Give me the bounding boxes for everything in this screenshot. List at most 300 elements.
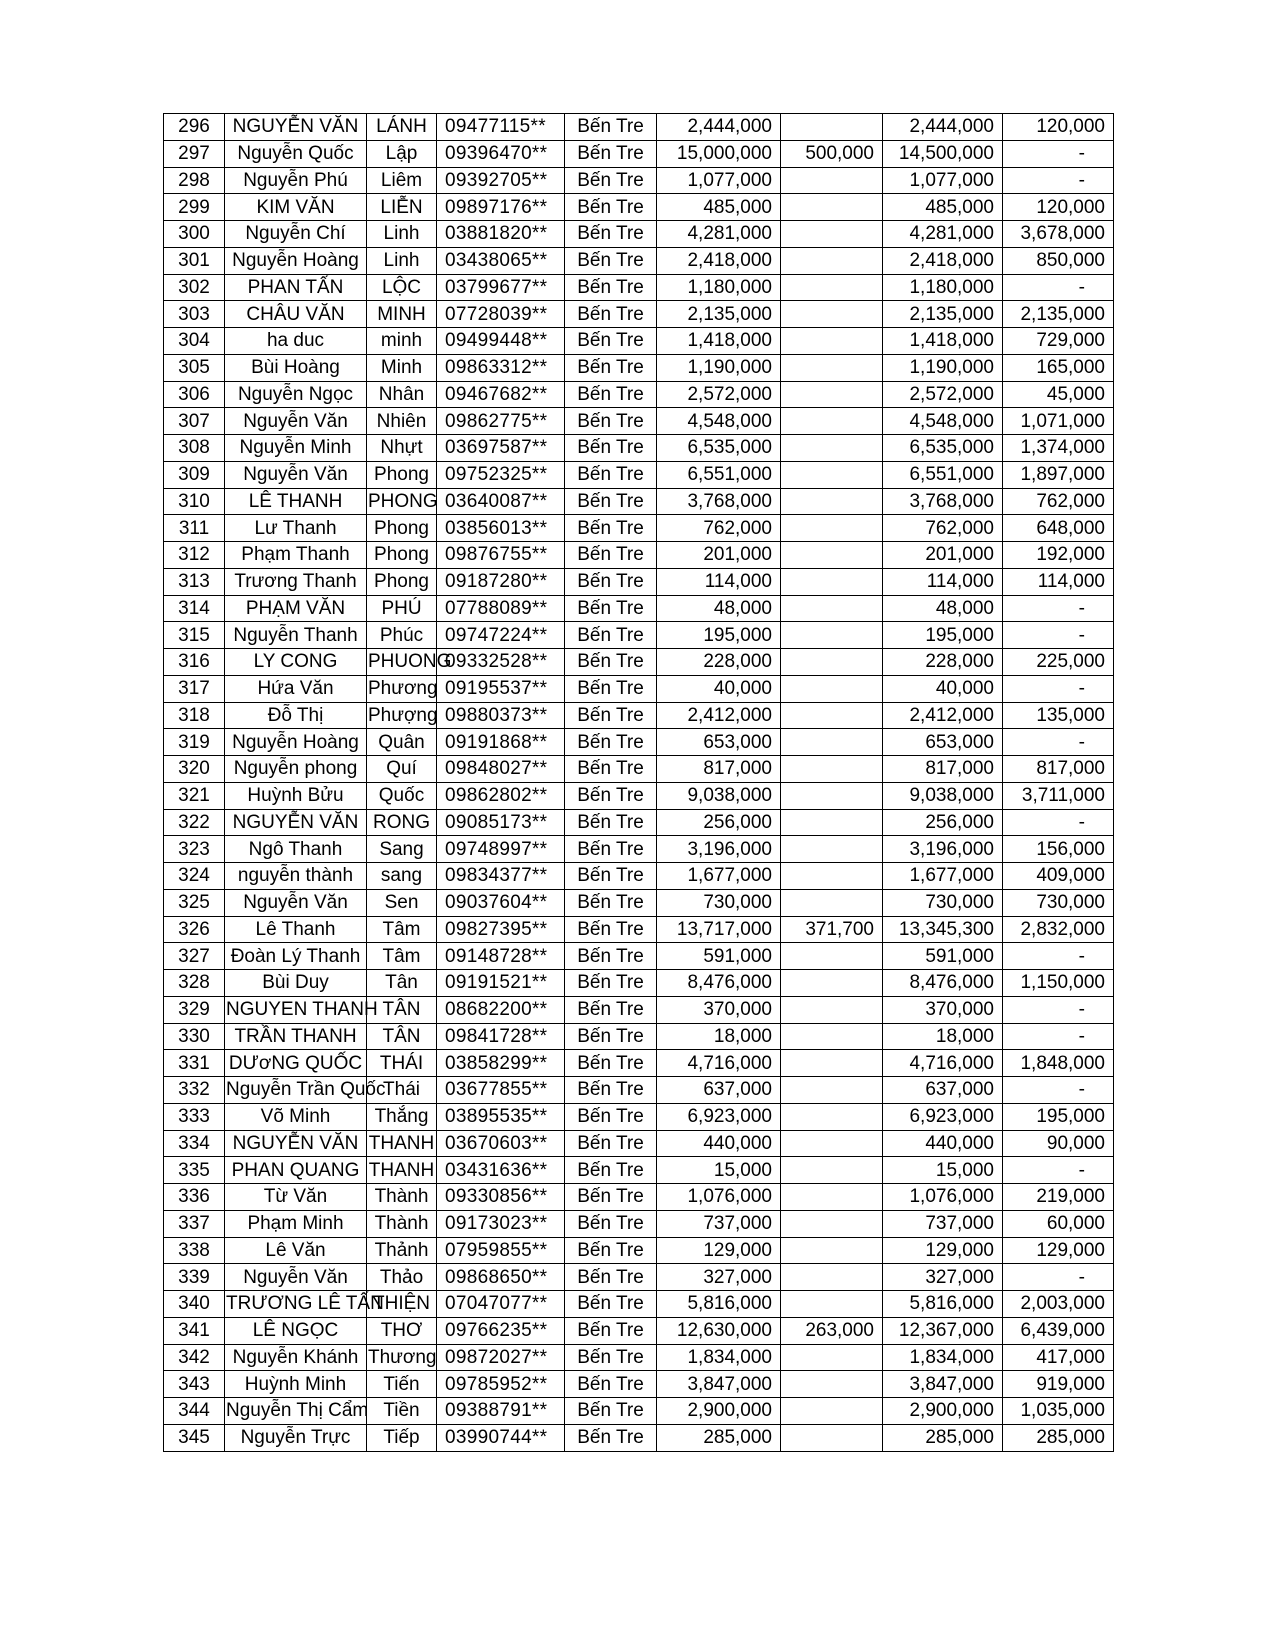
net-amount-cell: 485,000: [883, 194, 1003, 221]
other-amount-cell: 120,000: [1003, 114, 1114, 141]
deduction-cell: [781, 1103, 883, 1130]
total-amount-cell: 1,076,000: [657, 1184, 781, 1211]
net-amount-cell: 2,572,000: [883, 381, 1003, 408]
other-amount-cell: 45,000: [1003, 381, 1114, 408]
total-amount-cell: 201,000: [657, 542, 781, 569]
document-page: [163, 113, 1113, 1452]
deduction-cell: 371,700: [781, 916, 883, 943]
province-cell: Bến Tre: [565, 756, 657, 783]
deduction-cell: [781, 970, 883, 997]
province-cell: Bến Tre: [565, 809, 657, 836]
province-cell: Bến Tre: [565, 354, 657, 381]
net-amount-cell: 637,000: [883, 1077, 1003, 1104]
net-amount-cell: 2,418,000: [883, 247, 1003, 274]
deduction-cell: [781, 1023, 883, 1050]
other-amount-cell: -: [1003, 996, 1114, 1023]
total-amount-cell: 653,000: [657, 729, 781, 756]
given-name-cell: Phương: [367, 675, 437, 702]
row-number-cell: 331: [164, 1050, 225, 1077]
total-amount-cell: 1,190,000: [657, 354, 781, 381]
phone-cell: 03670603**: [437, 1130, 565, 1157]
total-amount-cell: 637,000: [657, 1077, 781, 1104]
table-row: [164, 836, 1114, 863]
surname-cell: PHAN QUANG: [225, 1157, 367, 1184]
province-cell: Bến Tre: [565, 1103, 657, 1130]
table-row: [164, 247, 1114, 274]
surname-cell: Phạm Thanh: [225, 542, 367, 569]
net-amount-cell: 9,038,000: [883, 782, 1003, 809]
net-amount-cell: 4,548,000: [883, 408, 1003, 435]
table-row: [164, 943, 1114, 970]
other-amount-cell: -: [1003, 675, 1114, 702]
row-number-cell: 310: [164, 488, 225, 515]
total-amount-cell: 40,000: [657, 675, 781, 702]
deduction-cell: [781, 1291, 883, 1318]
given-name-cell: TÂN: [367, 1023, 437, 1050]
other-amount-cell: 1,035,000: [1003, 1398, 1114, 1425]
province-cell: Bến Tre: [565, 916, 657, 943]
table-row: [164, 1264, 1114, 1291]
other-amount-cell: -: [1003, 943, 1114, 970]
surname-cell: Nguyễn Phú: [225, 167, 367, 194]
surname-cell: Nguyễn Hoàng: [225, 729, 367, 756]
province-cell: Bến Tre: [565, 996, 657, 1023]
table-row: [164, 702, 1114, 729]
other-amount-cell: 120,000: [1003, 194, 1114, 221]
surname-cell: NGUYỄN VĂN: [225, 809, 367, 836]
row-number-cell: 302: [164, 274, 225, 301]
table-row: [164, 970, 1114, 997]
row-number-cell: 340: [164, 1291, 225, 1318]
total-amount-cell: 129,000: [657, 1237, 781, 1264]
row-number-cell: 301: [164, 247, 225, 274]
surname-cell: DƯơNG QUỐC: [225, 1050, 367, 1077]
phone-cell: 03431636**: [437, 1157, 565, 1184]
net-amount-cell: 18,000: [883, 1023, 1003, 1050]
given-name-cell: Thảnh: [367, 1237, 437, 1264]
net-amount-cell: 1,077,000: [883, 167, 1003, 194]
deduction-cell: [781, 1398, 883, 1425]
province-cell: Bến Tre: [565, 1371, 657, 1398]
surname-cell: NGUYỄN VĂN: [225, 114, 367, 141]
net-amount-cell: 1,180,000: [883, 274, 1003, 301]
total-amount-cell: 8,476,000: [657, 970, 781, 997]
given-name-cell: sang: [367, 863, 437, 890]
data-table: [163, 113, 1114, 1452]
total-amount-cell: 4,716,000: [657, 1050, 781, 1077]
surname-cell: Đỗ Thị: [225, 702, 367, 729]
given-name-cell: Phong: [367, 515, 437, 542]
other-amount-cell: 225,000: [1003, 649, 1114, 676]
given-name-cell: Phong: [367, 542, 437, 569]
total-amount-cell: 3,196,000: [657, 836, 781, 863]
total-amount-cell: 1,677,000: [657, 863, 781, 890]
total-amount-cell: 4,548,000: [657, 408, 781, 435]
province-cell: Bến Tre: [565, 1317, 657, 1344]
net-amount-cell: 591,000: [883, 943, 1003, 970]
given-name-cell: LỘC: [367, 274, 437, 301]
surname-cell: Bùi Hoàng: [225, 354, 367, 381]
deduction-cell: [781, 1157, 883, 1184]
surname-cell: Võ Minh: [225, 1103, 367, 1130]
row-number-cell: 317: [164, 675, 225, 702]
net-amount-cell: 1,190,000: [883, 354, 1003, 381]
other-amount-cell: 3,711,000: [1003, 782, 1114, 809]
province-cell: Bến Tre: [565, 542, 657, 569]
table-row: [164, 274, 1114, 301]
deduction-cell: [781, 1424, 883, 1451]
other-amount-cell: 114,000: [1003, 568, 1114, 595]
other-amount-cell: 648,000: [1003, 515, 1114, 542]
province-cell: Bến Tre: [565, 140, 657, 167]
table-row: [164, 461, 1114, 488]
given-name-cell: Tiền: [367, 1398, 437, 1425]
total-amount-cell: 6,551,000: [657, 461, 781, 488]
phone-cell: 09148728**: [437, 943, 565, 970]
row-number-cell: 333: [164, 1103, 225, 1130]
surname-cell: NGUYEN THANH: [225, 996, 367, 1023]
total-amount-cell: 5,816,000: [657, 1291, 781, 1318]
phone-cell: 09037604**: [437, 889, 565, 916]
phone-cell: 09396470**: [437, 140, 565, 167]
given-name-cell: Tâm: [367, 943, 437, 970]
deduction-cell: [781, 622, 883, 649]
province-cell: Bến Tre: [565, 1424, 657, 1451]
other-amount-cell: 850,000: [1003, 247, 1114, 274]
row-number-cell: 315: [164, 622, 225, 649]
table-row: [164, 515, 1114, 542]
other-amount-cell: 2,003,000: [1003, 1291, 1114, 1318]
surname-cell: Nguyễn phong: [225, 756, 367, 783]
deduction-cell: [781, 328, 883, 355]
phone-cell: 07728039**: [437, 301, 565, 328]
given-name-cell: THÁI: [367, 1050, 437, 1077]
row-number-cell: 298: [164, 167, 225, 194]
given-name-cell: Nhiên: [367, 408, 437, 435]
phone-cell: 09330856**: [437, 1184, 565, 1211]
row-number-cell: 322: [164, 809, 225, 836]
net-amount-cell: 285,000: [883, 1424, 1003, 1451]
surname-cell: Từ Văn: [225, 1184, 367, 1211]
given-name-cell: Thương: [367, 1344, 437, 1371]
other-amount-cell: -: [1003, 809, 1114, 836]
province-cell: Bến Tre: [565, 970, 657, 997]
phone-cell: 09752325**: [437, 461, 565, 488]
other-amount-cell: -: [1003, 622, 1114, 649]
other-amount-cell: 156,000: [1003, 836, 1114, 863]
deduction-cell: [781, 1184, 883, 1211]
deduction-cell: [781, 542, 883, 569]
given-name-cell: Thái: [367, 1077, 437, 1104]
deduction-cell: [781, 809, 883, 836]
table-row: [164, 1157, 1114, 1184]
province-cell: Bến Tre: [565, 461, 657, 488]
total-amount-cell: 3,847,000: [657, 1371, 781, 1398]
row-number-cell: 341: [164, 1317, 225, 1344]
total-amount-cell: 195,000: [657, 622, 781, 649]
row-number-cell: 311: [164, 515, 225, 542]
surname-cell: Phạm Minh: [225, 1210, 367, 1237]
surname-cell: Nguyễn Minh: [225, 435, 367, 462]
deduction-cell: [781, 114, 883, 141]
other-amount-cell: 417,000: [1003, 1344, 1114, 1371]
phone-cell: 07047077**: [437, 1291, 565, 1318]
deduction-cell: [781, 167, 883, 194]
phone-cell: 09187280**: [437, 568, 565, 595]
phone-cell: 03881820**: [437, 221, 565, 248]
net-amount-cell: 4,716,000: [883, 1050, 1003, 1077]
other-amount-cell: 1,848,000: [1003, 1050, 1114, 1077]
province-cell: Bến Tre: [565, 1050, 657, 1077]
deduction-cell: [781, 675, 883, 702]
table-row: [164, 1023, 1114, 1050]
province-cell: Bến Tre: [565, 1398, 657, 1425]
deduction-cell: [781, 1264, 883, 1291]
given-name-cell: Quốc: [367, 782, 437, 809]
surname-cell: Huỳnh Bửu: [225, 782, 367, 809]
net-amount-cell: 1,677,000: [883, 863, 1003, 890]
net-amount-cell: 14,500,000: [883, 140, 1003, 167]
table-row: [164, 1237, 1114, 1264]
province-cell: Bến Tre: [565, 1264, 657, 1291]
given-name-cell: Linh: [367, 247, 437, 274]
province-cell: Bến Tre: [565, 167, 657, 194]
total-amount-cell: 1,834,000: [657, 1344, 781, 1371]
deduction-cell: [781, 1344, 883, 1371]
net-amount-cell: 8,476,000: [883, 970, 1003, 997]
deduction-cell: [781, 1237, 883, 1264]
given-name-cell: Liêm: [367, 167, 437, 194]
province-cell: Bến Tre: [565, 328, 657, 355]
table-row: [164, 140, 1114, 167]
other-amount-cell: 3,678,000: [1003, 221, 1114, 248]
phone-cell: 09872027**: [437, 1344, 565, 1371]
net-amount-cell: 3,768,000: [883, 488, 1003, 515]
total-amount-cell: 1,180,000: [657, 274, 781, 301]
surname-cell: Bùi Duy: [225, 970, 367, 997]
table-row: [164, 782, 1114, 809]
table-row: [164, 1184, 1114, 1211]
phone-cell: 09748997**: [437, 836, 565, 863]
table-row: [164, 889, 1114, 916]
province-cell: Bến Tre: [565, 889, 657, 916]
deduction-cell: [781, 863, 883, 890]
net-amount-cell: 737,000: [883, 1210, 1003, 1237]
surname-cell: Nguyễn Khánh: [225, 1344, 367, 1371]
total-amount-cell: 2,572,000: [657, 381, 781, 408]
total-amount-cell: 1,077,000: [657, 167, 781, 194]
phone-cell: 09862802**: [437, 782, 565, 809]
phone-cell: 08682200**: [437, 996, 565, 1023]
given-name-cell: Linh: [367, 221, 437, 248]
other-amount-cell: 135,000: [1003, 702, 1114, 729]
net-amount-cell: 6,923,000: [883, 1103, 1003, 1130]
total-amount-cell: 1,418,000: [657, 328, 781, 355]
deduction-cell: [781, 194, 883, 221]
net-amount-cell: 5,816,000: [883, 1291, 1003, 1318]
other-amount-cell: 90,000: [1003, 1130, 1114, 1157]
other-amount-cell: 919,000: [1003, 1371, 1114, 1398]
province-cell: Bến Tre: [565, 247, 657, 274]
row-number-cell: 344: [164, 1398, 225, 1425]
table-row: [164, 1050, 1114, 1077]
other-amount-cell: 730,000: [1003, 889, 1114, 916]
phone-cell: 09897176**: [437, 194, 565, 221]
province-cell: Bến Tre: [565, 595, 657, 622]
total-amount-cell: 13,717,000: [657, 916, 781, 943]
other-amount-cell: 409,000: [1003, 863, 1114, 890]
deduction-cell: [781, 221, 883, 248]
given-name-cell: Quân: [367, 729, 437, 756]
other-amount-cell: 195,000: [1003, 1103, 1114, 1130]
surname-cell: KIM VĂN: [225, 194, 367, 221]
phone-cell: 09868650**: [437, 1264, 565, 1291]
table-row: [164, 1077, 1114, 1104]
given-name-cell: Thảo: [367, 1264, 437, 1291]
surname-cell: ha duc: [225, 328, 367, 355]
surname-cell: LY CONG: [225, 649, 367, 676]
net-amount-cell: 195,000: [883, 622, 1003, 649]
given-name-cell: Sen: [367, 889, 437, 916]
given-name-cell: minh: [367, 328, 437, 355]
surname-cell: Nguyễn Ngọc: [225, 381, 367, 408]
row-number-cell: 335: [164, 1157, 225, 1184]
deduction-cell: [781, 756, 883, 783]
table-row: [164, 435, 1114, 462]
row-number-cell: 330: [164, 1023, 225, 1050]
given-name-cell: Thắng: [367, 1103, 437, 1130]
phone-cell: 09499448**: [437, 328, 565, 355]
table-row: [164, 1424, 1114, 1451]
province-cell: Bến Tre: [565, 1130, 657, 1157]
net-amount-cell: 1,834,000: [883, 1344, 1003, 1371]
net-amount-cell: 730,000: [883, 889, 1003, 916]
deduction-cell: [781, 435, 883, 462]
given-name-cell: PHONG: [367, 488, 437, 515]
row-number-cell: 306: [164, 381, 225, 408]
net-amount-cell: 15,000: [883, 1157, 1003, 1184]
total-amount-cell: 6,923,000: [657, 1103, 781, 1130]
total-amount-cell: 3,768,000: [657, 488, 781, 515]
total-amount-cell: 18,000: [657, 1023, 781, 1050]
deduction-cell: [781, 568, 883, 595]
row-number-cell: 343: [164, 1371, 225, 1398]
province-cell: Bến Tre: [565, 702, 657, 729]
net-amount-cell: 4,281,000: [883, 221, 1003, 248]
table-row: [164, 1371, 1114, 1398]
surname-cell: Nguyễn Quốc: [225, 140, 367, 167]
phone-cell: 03895535**: [437, 1103, 565, 1130]
other-amount-cell: -: [1003, 1264, 1114, 1291]
net-amount-cell: 1,418,000: [883, 328, 1003, 355]
table-row: [164, 1210, 1114, 1237]
other-amount-cell: -: [1003, 274, 1114, 301]
net-amount-cell: 653,000: [883, 729, 1003, 756]
total-amount-cell: 2,900,000: [657, 1398, 781, 1425]
deduction-cell: [781, 461, 883, 488]
given-name-cell: LÁNH: [367, 114, 437, 141]
province-cell: Bến Tre: [565, 435, 657, 462]
province-cell: Bến Tre: [565, 1210, 657, 1237]
net-amount-cell: 762,000: [883, 515, 1003, 542]
deduction-cell: [781, 274, 883, 301]
row-number-cell: 328: [164, 970, 225, 997]
table-row: [164, 1344, 1114, 1371]
total-amount-cell: 285,000: [657, 1424, 781, 1451]
table-row: [164, 381, 1114, 408]
other-amount-cell: 60,000: [1003, 1210, 1114, 1237]
province-cell: Bến Tre: [565, 568, 657, 595]
surname-cell: LÊ NGỌC: [225, 1317, 367, 1344]
table-row: [164, 729, 1114, 756]
given-name-cell: THƠ: [367, 1317, 437, 1344]
total-amount-cell: 591,000: [657, 943, 781, 970]
table-row: [164, 1398, 1114, 1425]
phone-cell: 09467682**: [437, 381, 565, 408]
province-cell: Bến Tre: [565, 1023, 657, 1050]
deduction-cell: [781, 889, 883, 916]
deduction-cell: [781, 354, 883, 381]
given-name-cell: THIỆN: [367, 1291, 437, 1318]
given-name-cell: Lập: [367, 140, 437, 167]
row-number-cell: 324: [164, 863, 225, 890]
deduction-cell: [781, 836, 883, 863]
row-number-cell: 318: [164, 702, 225, 729]
table-row: [164, 194, 1114, 221]
total-amount-cell: 15,000,000: [657, 140, 781, 167]
net-amount-cell: 2,900,000: [883, 1398, 1003, 1425]
given-name-cell: Phượng: [367, 702, 437, 729]
province-cell: Bến Tre: [565, 488, 657, 515]
total-amount-cell: 327,000: [657, 1264, 781, 1291]
total-amount-cell: 2,444,000: [657, 114, 781, 141]
phone-cell: 09332528**: [437, 649, 565, 676]
other-amount-cell: -: [1003, 167, 1114, 194]
phone-cell: 09827395**: [437, 916, 565, 943]
other-amount-cell: -: [1003, 729, 1114, 756]
province-cell: Bến Tre: [565, 1077, 657, 1104]
net-amount-cell: 13,345,300: [883, 916, 1003, 943]
net-amount-cell: 3,196,000: [883, 836, 1003, 863]
province-cell: Bến Tre: [565, 1344, 657, 1371]
surname-cell: PHẠM VĂN: [225, 595, 367, 622]
table-row: [164, 1103, 1114, 1130]
phone-cell: 09191868**: [437, 729, 565, 756]
surname-cell: TRƯƠNG LÊ TẤN: [225, 1291, 367, 1318]
table-row: [164, 1130, 1114, 1157]
net-amount-cell: 201,000: [883, 542, 1003, 569]
row-number-cell: 332: [164, 1077, 225, 1104]
surname-cell: Nguyễn Văn: [225, 1264, 367, 1291]
net-amount-cell: 6,535,000: [883, 435, 1003, 462]
table-row: [164, 114, 1114, 141]
deduction-cell: 263,000: [781, 1317, 883, 1344]
deduction-cell: [781, 729, 883, 756]
province-cell: Bến Tre: [565, 221, 657, 248]
row-number-cell: 337: [164, 1210, 225, 1237]
deduction-cell: [781, 1130, 883, 1157]
given-name-cell: Tân: [367, 970, 437, 997]
row-number-cell: 305: [164, 354, 225, 381]
phone-cell: 09388791**: [437, 1398, 565, 1425]
net-amount-cell: 40,000: [883, 675, 1003, 702]
table-row: [164, 756, 1114, 783]
deduction-cell: [781, 1050, 883, 1077]
surname-cell: Nguyễn Thanh: [225, 622, 367, 649]
table-row: [164, 996, 1114, 1023]
other-amount-cell: -: [1003, 1023, 1114, 1050]
row-number-cell: 314: [164, 595, 225, 622]
